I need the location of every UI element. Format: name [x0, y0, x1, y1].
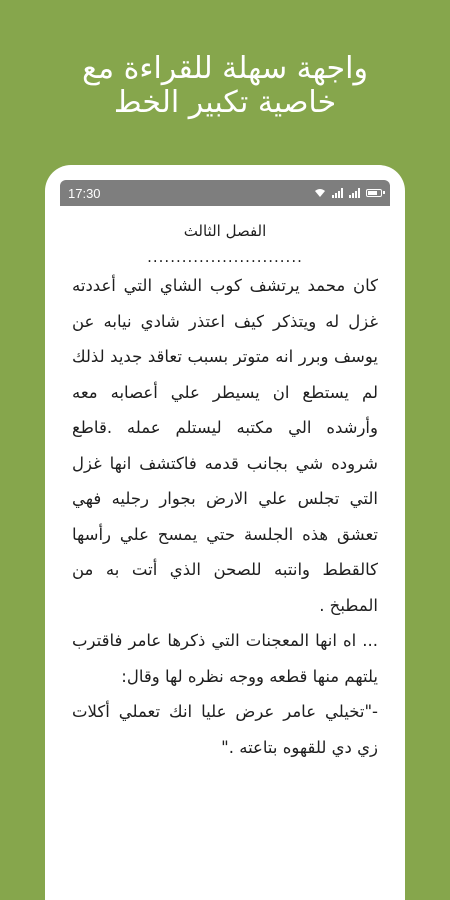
- wifi-icon: [314, 186, 326, 201]
- story-paragraph: ... اه انها المعجنات التي ذكرها عامر فاقترب يلتهم منها قطعه ووجه نظره لها وقال:: [72, 631, 378, 686]
- chapter-separator: ...........................: [147, 248, 303, 266]
- reader-content[interactable]: [60, 206, 390, 765]
- chapter-title: الفصل الثالث: [183, 222, 267, 240]
- phone-frame: [45, 165, 405, 900]
- bottom-fade: [60, 860, 390, 900]
- promo-headline: [0, 52, 450, 120]
- status-icons: [314, 186, 382, 201]
- headline-line-1: واجهة سهلة للقراءة مع: [82, 51, 368, 86]
- signal-icon: [332, 188, 343, 198]
- story-paragraph: كان محمد يرتشف كوب الشاي التي أعددته غزل له ويتذكر كيف اعتذر شادي نيابه عن يوسف وبرر انه متوتر بسبب تعاقد جديد لذلك لم يستطع ان يسيطر علي أعصابه معه وأرشده الي مكتبه ليستلم عمله .قاطع شروده شي بجانب قدمه فاكتشف انها غزل التي تجلس علي الارض بجوار رجليه فهي تعشق هذه الجلسة حتي يمسح علي رأسها كالقطط وانتبه للصحن الذي أتت به من المطبخ .: [72, 276, 378, 615]
- battery-icon: [366, 189, 382, 197]
- status-bar: [60, 180, 390, 206]
- story-paragraph: -"تخيلي عامر عرض عليا انك تعملي أكلات زي دي للقهوه بتاعته .": [72, 702, 378, 757]
- headline-line-2: خاصية تكبير الخط: [113, 85, 337, 120]
- signal-icon: [349, 188, 360, 198]
- phone-screen: [60, 180, 390, 900]
- status-time: 17:30: [68, 185, 101, 201]
- story-text: [72, 268, 378, 765]
